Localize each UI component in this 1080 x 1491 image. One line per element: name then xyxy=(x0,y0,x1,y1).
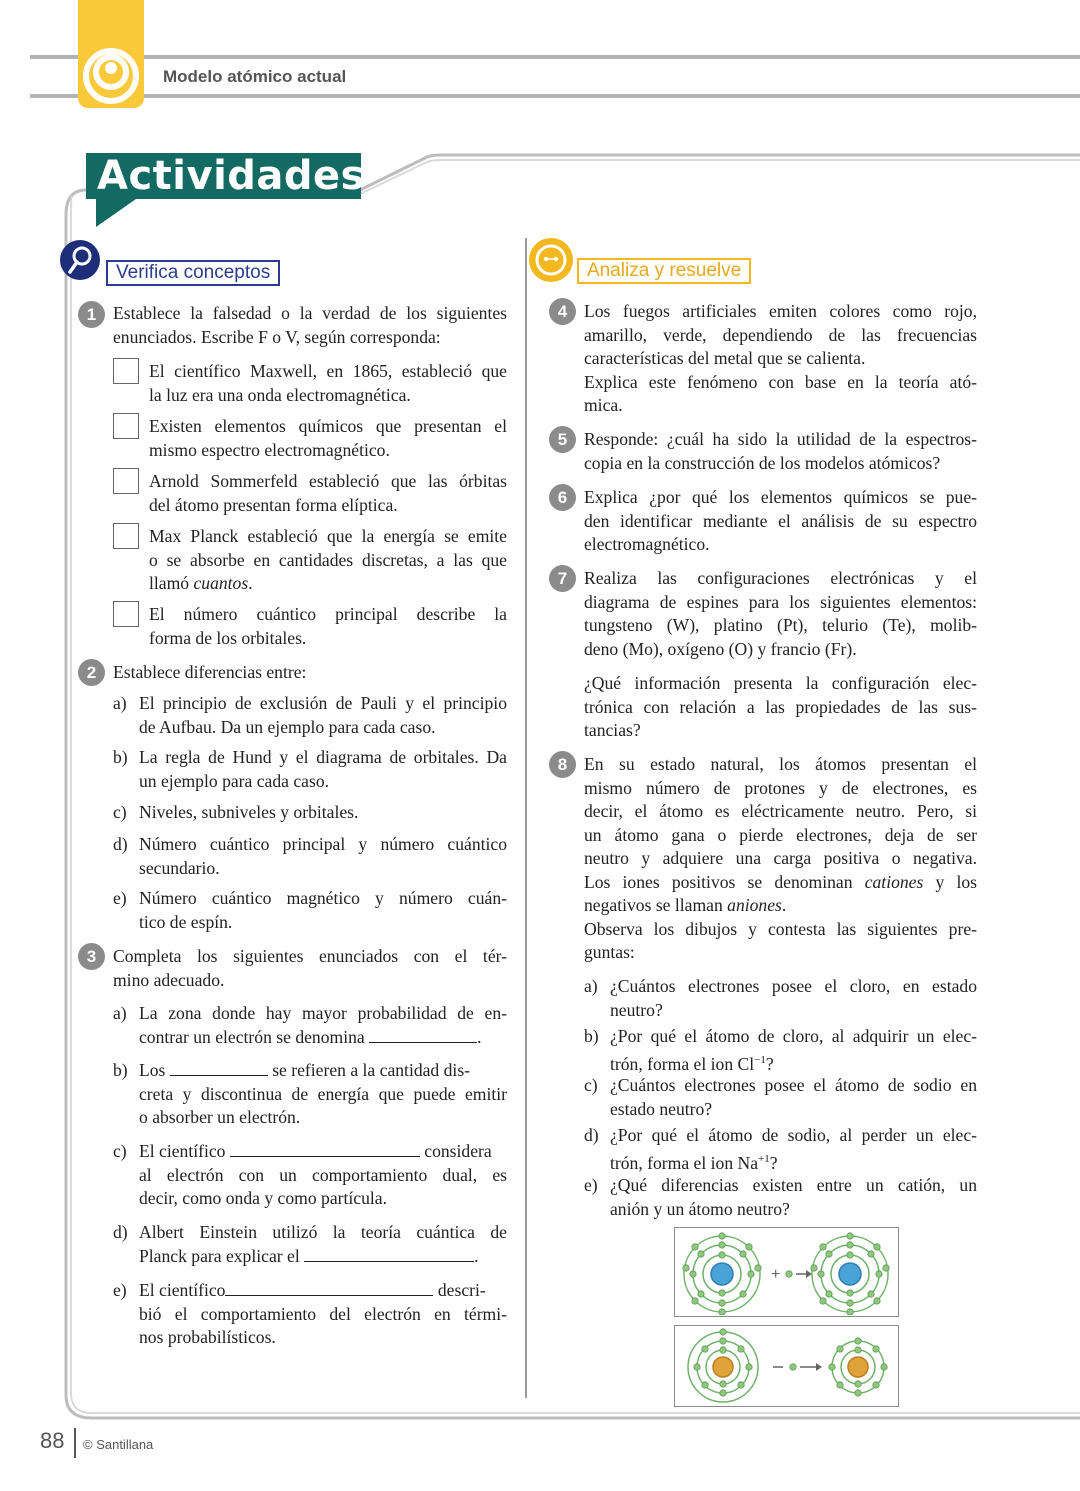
question-6-text: den identificar mediante el análisis de su espectro xyxy=(584,510,977,531)
item-letter: e) xyxy=(113,888,127,908)
question-8-text: un átomo gana o pierde electrones, deja de ser xyxy=(584,824,977,845)
charge-superscript: −1 xyxy=(754,1053,766,1066)
column-divider xyxy=(525,238,527,1398)
chloride-ion-icon xyxy=(811,1233,889,1315)
item-text: ¿Cuántos electrones posee el cloro, en estado xyxy=(610,976,977,996)
chapter-title: Modelo atómico actual xyxy=(163,67,347,86)
answer-checkbox[interactable] xyxy=(113,358,139,384)
section-analiza-resuelve: Analiza y resuelve xyxy=(577,258,751,284)
answer-checkbox[interactable] xyxy=(113,601,139,627)
question-7-text: Realiza las configuraciones electrónicas y el xyxy=(584,568,977,588)
item-letter: c) xyxy=(113,802,127,822)
question-8-text: En su estado natural, los átomos presentan el xyxy=(584,754,977,774)
item-text: decir, como onda y como partícula. xyxy=(139,1188,387,1208)
magnifier-icon xyxy=(60,240,100,280)
question-8-text: guntas: xyxy=(584,942,635,962)
item-text: un ejemplo para cada caso. xyxy=(139,770,330,791)
item-letter: b) xyxy=(113,747,128,767)
statement-text: llamó cuantos. xyxy=(149,573,253,593)
question-1-text: Establece la falsedad o la verdad de los siguientes xyxy=(113,303,507,323)
item-text: al electrón con un comportamiento dual, es xyxy=(139,1164,507,1185)
question-3-text: Completa los siguientes enunciados con el tér- xyxy=(113,946,507,966)
item-letter: e) xyxy=(113,1280,127,1300)
question-1-text-2: enunciados. Escribe F o V, según corresponda: xyxy=(113,326,441,347)
question-number-5: 5 xyxy=(549,426,576,453)
item-letter: e) xyxy=(584,1175,598,1195)
italic-term: cuantos xyxy=(193,573,249,593)
banner-tail xyxy=(96,199,136,227)
fill-blank[interactable] xyxy=(170,1060,268,1076)
copyright-text: © Santillana xyxy=(83,1437,154,1452)
item-letter: b) xyxy=(584,1026,599,1046)
item-text: creta y discontinua de energía que puede emitir xyxy=(139,1083,507,1104)
question-6-text: Explica ¿por qué los elementos químicos se pue- xyxy=(584,487,977,507)
answer-checkbox[interactable] xyxy=(113,468,139,494)
svg-text:+: + xyxy=(771,1266,781,1283)
item-letter: a) xyxy=(113,1003,127,1023)
item-text: El científico descri- xyxy=(139,1280,486,1300)
item-text: El científico considera xyxy=(139,1141,492,1161)
fill-blank[interactable] xyxy=(225,1280,433,1296)
item-text: o absorber un electrón. xyxy=(139,1107,301,1127)
statement-text: forma de los orbitales. xyxy=(149,627,307,648)
italic-term: cationes xyxy=(864,871,924,892)
statement-text: Arnold Sommerfeld estableció que las órbitas xyxy=(149,471,507,491)
item-text: de Aufbau. Da un ejemplo para cada caso. xyxy=(139,716,436,737)
item-letter: a) xyxy=(113,693,127,713)
question-number-3: 3 xyxy=(78,943,105,970)
question-7-extra: tancias? xyxy=(584,720,641,740)
question-7-text: deno (Mo), oxígeno (O) y francio (Fr). xyxy=(584,638,857,659)
statement-text: El número cuántico principal describe la xyxy=(149,604,507,624)
item-text: ¿Por qué el átomo de cloro, al adquirir un elec- xyxy=(610,1026,977,1046)
question-4-text: Los fuegos artificiales emiten colores como rojo, xyxy=(584,301,977,321)
question-7-extra: trónica con relación a las propiedades de las sus- xyxy=(584,696,977,717)
question-2-text: Establece diferencias entre: xyxy=(113,662,307,682)
question-8-text: Los iones positivos se denominan cationes y los xyxy=(584,871,977,892)
item-text: Albert Einstein utilizó la teoría cuántica de xyxy=(139,1222,507,1242)
item-text: trón, forma el ion $Na^{+1}$? xyxy=(610,1152,778,1173)
statement-text: mismo espectro electromagnético. xyxy=(149,439,390,460)
question-5-text: copia en la construcción de los modelos atómicos? xyxy=(584,452,941,473)
fill-blank[interactable] xyxy=(369,1027,477,1043)
item-text: ¿Cuántos electrones posee el átomo de sodio en xyxy=(610,1075,977,1095)
statement-text: del átomo presentan forma elíptica. xyxy=(149,494,398,515)
question-4-text: amarillo, verde, dependiendo de las frecuencias xyxy=(584,324,977,345)
question-6-text: electromagnético. xyxy=(584,534,710,554)
item-text: ¿Por qué el átomo de sodio, al perder un elec- xyxy=(610,1125,977,1145)
answer-checkbox[interactable] xyxy=(113,413,139,439)
sodium-ion-diagram xyxy=(674,1325,899,1407)
question-7-extra: ¿Qué información presenta la configuración elec- xyxy=(584,673,977,693)
question-4-text: características del metal que se calienta. xyxy=(584,348,866,368)
item-text: La regla de Hund y el diagrama de orbitales. Da xyxy=(139,747,507,767)
question-8-text: negativos se llaman aniones. xyxy=(584,895,787,915)
question-8-text: Observa los dibujos y contesta las siguientes pre- xyxy=(584,918,977,939)
smiley-icon xyxy=(529,238,573,282)
fill-blank[interactable] xyxy=(304,1246,474,1262)
item-text: ¿Qué diferencias existen entre un catión, un xyxy=(610,1175,977,1195)
item-letter: d) xyxy=(113,1222,128,1242)
question-number-1: 1 xyxy=(78,301,105,328)
question-8-text: neutro y adquiere una carga positiva o negativa. xyxy=(584,848,977,868)
question-number-6: 6 xyxy=(549,484,576,511)
page-number: 88 xyxy=(40,1428,65,1453)
item-text: trón, forma el ion $Cl^{-1}$? xyxy=(610,1053,774,1074)
question-number-8: 8 xyxy=(549,751,576,778)
question-8-text: mismo número de protones y de electrones, es xyxy=(584,777,977,798)
item-text: secundario. xyxy=(139,857,220,878)
answer-checkbox[interactable] xyxy=(113,523,139,549)
sodium-ion-icon xyxy=(829,1338,887,1396)
statement-text: o se absorbe en cantidades discretas, a las que xyxy=(149,549,507,570)
italic-term: aniones xyxy=(727,895,782,915)
item-text: Número cuántico magnético y número cuán- xyxy=(139,888,507,908)
chlorine-atom-icon xyxy=(683,1233,761,1315)
statement-text: Max Planck estableció que la energía se emite xyxy=(149,526,507,546)
question-number-7: 7 xyxy=(549,565,576,592)
question-5-text: Responde: ¿cuál ha sido la utilidad de la espectros- xyxy=(584,429,977,449)
item-text: contrar un electrón se denomina . xyxy=(139,1026,482,1047)
item-text: Niveles, subniveles y orbitales. xyxy=(139,802,359,822)
item-letter: d) xyxy=(113,834,128,854)
item-text: Planck para explicar el . xyxy=(139,1245,479,1266)
item-text: El principio de exclusión de Pauli y el principio xyxy=(139,693,507,713)
section-verifica-conceptos: Verifica conceptos xyxy=(106,260,280,286)
item-letter: b) xyxy=(113,1060,128,1080)
question-number-4: 4 xyxy=(549,298,576,325)
question-3-text-2: mino adecuado. xyxy=(113,969,225,990)
fill-blank[interactable] xyxy=(230,1141,420,1157)
statement-text: El científico Maxwell, en 1865, estableció que xyxy=(149,361,507,381)
item-text: estado neutro? xyxy=(610,1098,713,1119)
item-text: La zona donde hay mayor probabilidad de en- xyxy=(139,1003,507,1023)
chlorine-ion-diagram xyxy=(674,1227,899,1317)
statement-text: Existen elementos químicos que presentan el xyxy=(149,416,507,436)
footer-divider xyxy=(74,1428,76,1458)
statement-text: la luz era una onda electromagnética. xyxy=(149,384,411,405)
item-text: anión y un átomo neutro? xyxy=(610,1198,790,1219)
item-text: Los se refieren a la cantidad dis- xyxy=(139,1060,471,1080)
question-7-text: diagrama de espines para los siguientes elementos: xyxy=(584,591,977,612)
item-letter: a) xyxy=(584,976,598,996)
charge-superscript: +1 xyxy=(758,1152,770,1165)
question-4-text: Explica este fenómeno con base en la teoría ató- xyxy=(584,371,977,392)
question-7-text: tungsteno (W), platino (Pt), telurio (Te), molib- xyxy=(584,615,977,635)
item-letter: d) xyxy=(584,1125,599,1145)
item-text: neutro? xyxy=(610,999,663,1020)
item-text: tico de espín. xyxy=(139,911,233,932)
question-8-text: decir, el átomo es eléctricamente neutro. Pero, si xyxy=(584,801,977,821)
item-text: nos probabilísticos. xyxy=(139,1327,276,1347)
activities-title: Actividades xyxy=(97,153,365,199)
question-4-text: mica. xyxy=(584,395,623,415)
sodium-atom-icon xyxy=(688,1329,758,1402)
question-number-2: 2 xyxy=(78,659,105,686)
item-letter: c) xyxy=(113,1141,127,1161)
item-text: bió el comportamiento del electrón en térmi- xyxy=(139,1303,507,1324)
item-letter: c) xyxy=(584,1075,598,1095)
item-text: Número cuántico principal y número cuántico xyxy=(139,834,507,854)
